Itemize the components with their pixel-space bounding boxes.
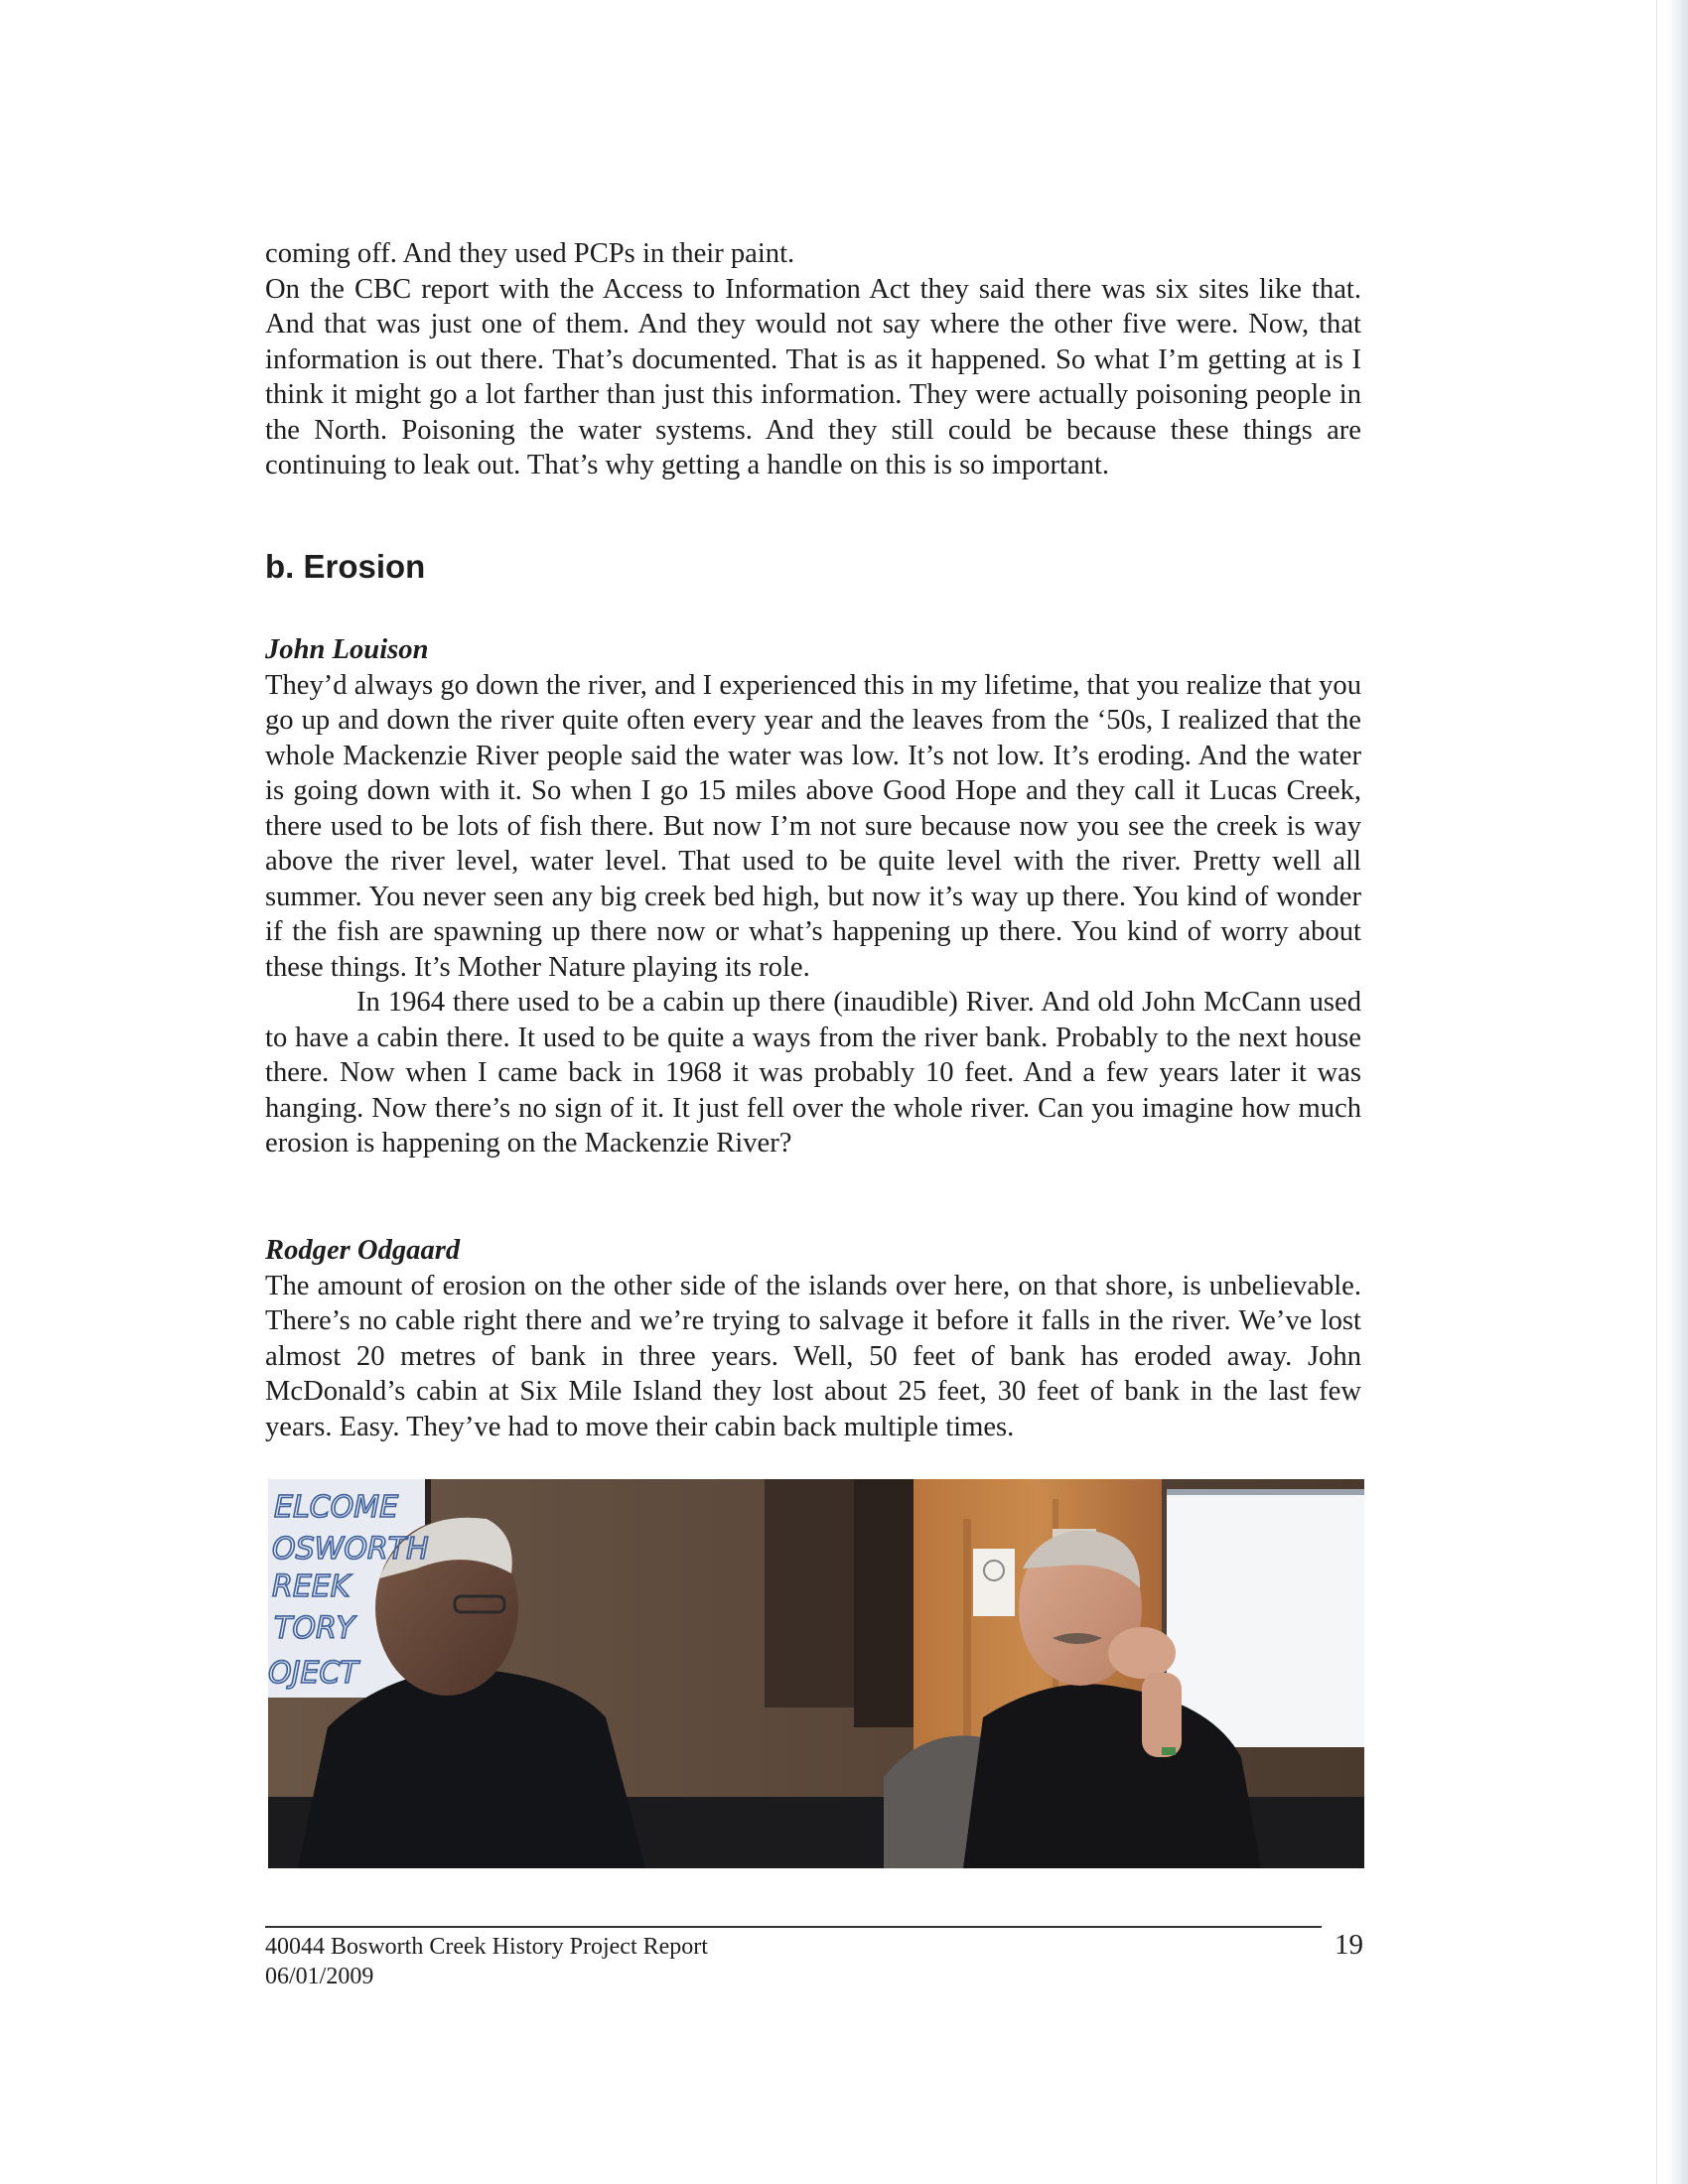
intro-paragraph-2: On the CBC report with the Access to Information Act they said there was six sites like that. And that was just one of them. And they would not say where the other five were. Now, that information is out there. That’s documented. That is as it happened. So what I’m getting at is I think it might go a lot farther than just this information. They were actually poisoning people in the North. Poisoning the water systems. And they still could be because these things are continuing to leak out. That’s why getting a handle on this is so important. [265,273,1361,480]
louison-paragraph-1: They’d always go down the river, and I experienced this in my lifetime, that you realize that you go up and down the river quite often every year and the leaves from the ‘50s, I realized that the whole Mackenzie River people said the water was low. It’s not low. It’s eroding. And the water is going down with it. So when I go 15 miles above Good Hope and they call it Lucas Creek, there used to be lots of fish there. But now I’m not sure because now you see the creek is way above the river level, water level. That used to be quite level with the river. Pretty well all summer. You never seen any big creek bed high, but now it’s way up there. You kind of wonder if the fish are spawning up there now or what’s happening up there. You kind of worry about these things. It’s Mother Nature playing its role. [265,669,1361,983]
page-edge-line [1656,0,1657,2184]
louison-testimony [265,632,1361,1161]
interview-photo [268,1479,1364,1868]
whiteboard-line-2: OSWORTH [272,1532,429,1567]
intro-text-block [265,236,1361,483]
intro-paragraph-1: coming off. And they used PCPs in their paint. [265,238,795,269]
louison-paragraph-2: In 1964 there used to be a cabin up there (inaudible) River. And old John McCann used to have a cabin there. It used to be quite a ways from the river bank. Probably to the next house there. Now when I came back in 1968 it was probably 10 feet. And a few years later it was hanging. Now there’s no sign of it. It just fell over the whole river. Can you imagine how much erosion is happening on the Mackenzie River? [265,987,1361,1159]
speaker-name-louison: John Louison [265,634,429,665]
whiteboard-line-3: REEK [272,1570,351,1604]
footer-date: 06/01/2009 [265,1964,374,1989]
whiteboard-line-5: OJECT [268,1656,358,1691]
page-edge-shadow [1666,0,1688,2184]
footer-report-title: 40044 Bosworth Creek History Project Report [265,1934,708,1960]
odgaard-paragraph-1: The amount of erosion on the other side of the islands over here, on that shore, is unbelievable. There’s no cable right there and we’re trying to salvage it before it falls in the river. We’ve lost almost 20 metres of bank in three years. Well, 50 feet of bank has eroded away. John McDonald’s cabin at Six Mile Island they lost about 25 feet, 30 feet of bank in the last few years. Easy. They’ve had to move their cabin back multiple times. [265,1270,1361,1442]
whiteboard-line-1: ELCOME [274,1490,399,1525]
footer-rule [265,1926,1322,1928]
page-number: 19 [1335,1929,1363,1961]
speaker-name-odgaard: Rodger Odgaard [265,1235,461,1266]
odgaard-testimony [265,1233,1361,1444]
interview-photo-illustration [268,1479,1364,1868]
section-heading-erosion: b. Erosion [265,548,426,585]
whiteboard-line-4: TORY [274,1611,355,1646]
